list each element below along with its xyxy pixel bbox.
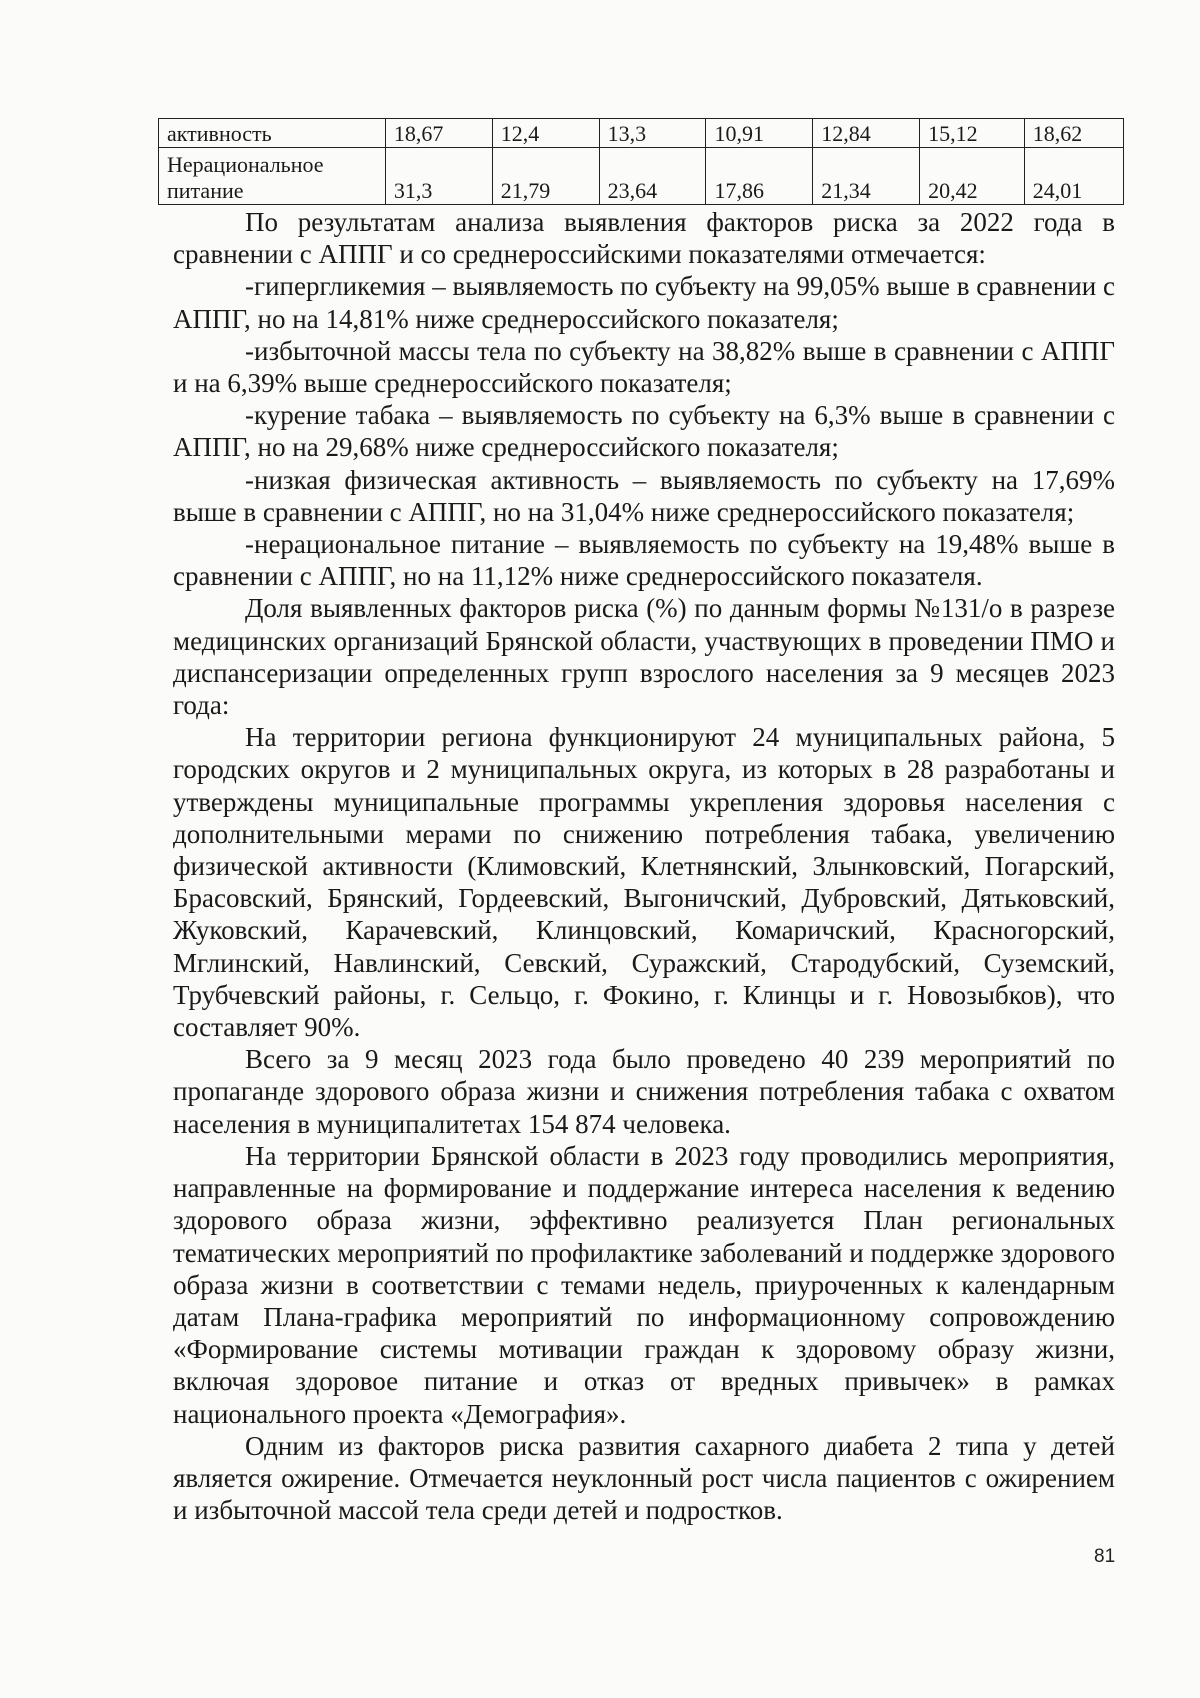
risk-factors-table (158, 118, 1124, 205)
paragraph-excess-weight: -избыточной массы тела по субъекту на 38,82% выше в сравнении с АППГ и на 6,39% выше среднероссийского показателя; (173, 335, 1115, 399)
table-cell: 18,67 (385, 119, 492, 148)
paragraph-hyperglycemia: -гипергликемия – выявляемость по субъекту на 99,05% выше в сравнении с АППГ, но на 14,81% ниже среднероссийского показателя; (173, 271, 1115, 334)
table-cell: 10,91 (706, 119, 813, 148)
table-cell: 17,86 (706, 148, 813, 205)
table-cell: 20,42 (920, 148, 1025, 205)
table-cell: 31,3 (385, 148, 492, 205)
table-cell: 12,84 (813, 119, 920, 148)
paragraph-risk-share: Доля выявленных факторов риска (%) по данным формы №131/о в разрезе медицинских организаций Брянской области, участвующих в проведении ПМО и диспансеризации определенных групп взрослого населения за 9 месяцев 2023 года: (173, 593, 1115, 721)
page-number: 81 (1094, 1546, 1116, 1567)
body-text (173, 206, 1115, 1526)
table-cell: 13,3 (599, 119, 706, 148)
table-row (159, 148, 1124, 205)
paragraph-low-activity: -низкая физическая активность – выявляемость по субъекту на 17,69% выше в сравнении с АППГ, но на 31,04% ниже среднероссийского показателя; (173, 464, 1115, 527)
paragraph-municipal-programs: На территории региона функционируют 24 муниципальных района, 5 городских округов и 2 муниципальных округа, из которых в 28 разработаны и утверждены муниципальные программы укрепления здоровья населения с дополнительными мерами по снижению потребления табака, увеличению физической активности (Климовский, Клетнянский, Злынковский, Погарский, Брасовский, Брянский, Гордеевский, Выгоничский, Дубровский, Дятьковский, Жуковский, Карачевский, Клинцовский, Комаричский, Красногорский, Мглинский, Навлинский, Севский, Суражский, Стародубский, Суземский, Трубчевский районы, г. Сельцо, г. Фокино, г. Клинцы и г. Новозыбков), что составляет 90%. (173, 722, 1115, 1043)
table-cell: 24,01 (1024, 148, 1123, 205)
table-cell: 18,62 (1024, 119, 1123, 148)
table-cell: 15,12 (920, 119, 1025, 148)
paragraph-childhood-obesity: Одним из факторов риска развития сахарного диабета 2 типа у детей является ожирение. Отмечается неуклонный рост числа пациентов с ожирением и избыточной массой тела среди детей и подростков. (173, 1430, 1115, 1526)
paragraph-events-total: Всего за 9 месяц 2023 года было проведено 40 239 мероприятий по пропаганде здорового образа жизни и снижения потребления табака с охватом населения в муниципалитетах 154 874 человека. (173, 1044, 1115, 1139)
paragraph-smoking: -курение табака – выявляемость по субъекту на 6,3% выше в сравнении с АППГ, но на 29,68% ниже среднероссийского показателя; (173, 400, 1115, 463)
table-row-label: активность (159, 119, 386, 148)
table-cell: 21,79 (492, 148, 599, 205)
paragraph-analysis-intro: По результатам анализа выявления факторов риска за 2022 года в сравнении с АППГ и со среднероссийскими показателями отмечается: (173, 207, 1115, 270)
paragraph-events-plan: На территории Брянской области в 2023 году проводились мероприятия, направленные на формирование и поддержание интереса населения к ведению здорового образа жизни, эффективно реализуется План региональных тематических мероприятий по профилактике заболеваний и поддержке здорового образа жизни в соответствии с темами недель, приуроченных к календарным датам Плана-графика мероприятий по информационному сопровождению «Формирование системы мотивации граждан к здоровому образу жизни, включая здоровое питание и отказ от вредных привычек» в рамках национального проекта «Демография». (173, 1140, 1115, 1429)
table-cell: 21,34 (813, 148, 920, 205)
table-row-label: Нерациональное питание (159, 148, 386, 205)
table-cell: 23,64 (599, 148, 706, 205)
table-cell: 12,4 (492, 119, 599, 148)
table-row (159, 119, 1124, 148)
paragraph-poor-nutrition: -нерациональное питание – выявляемость по субъекту на 19,48% выше в сравнении с АППГ, но на 11,12% ниже среднероссийского показателя. (173, 529, 1115, 592)
